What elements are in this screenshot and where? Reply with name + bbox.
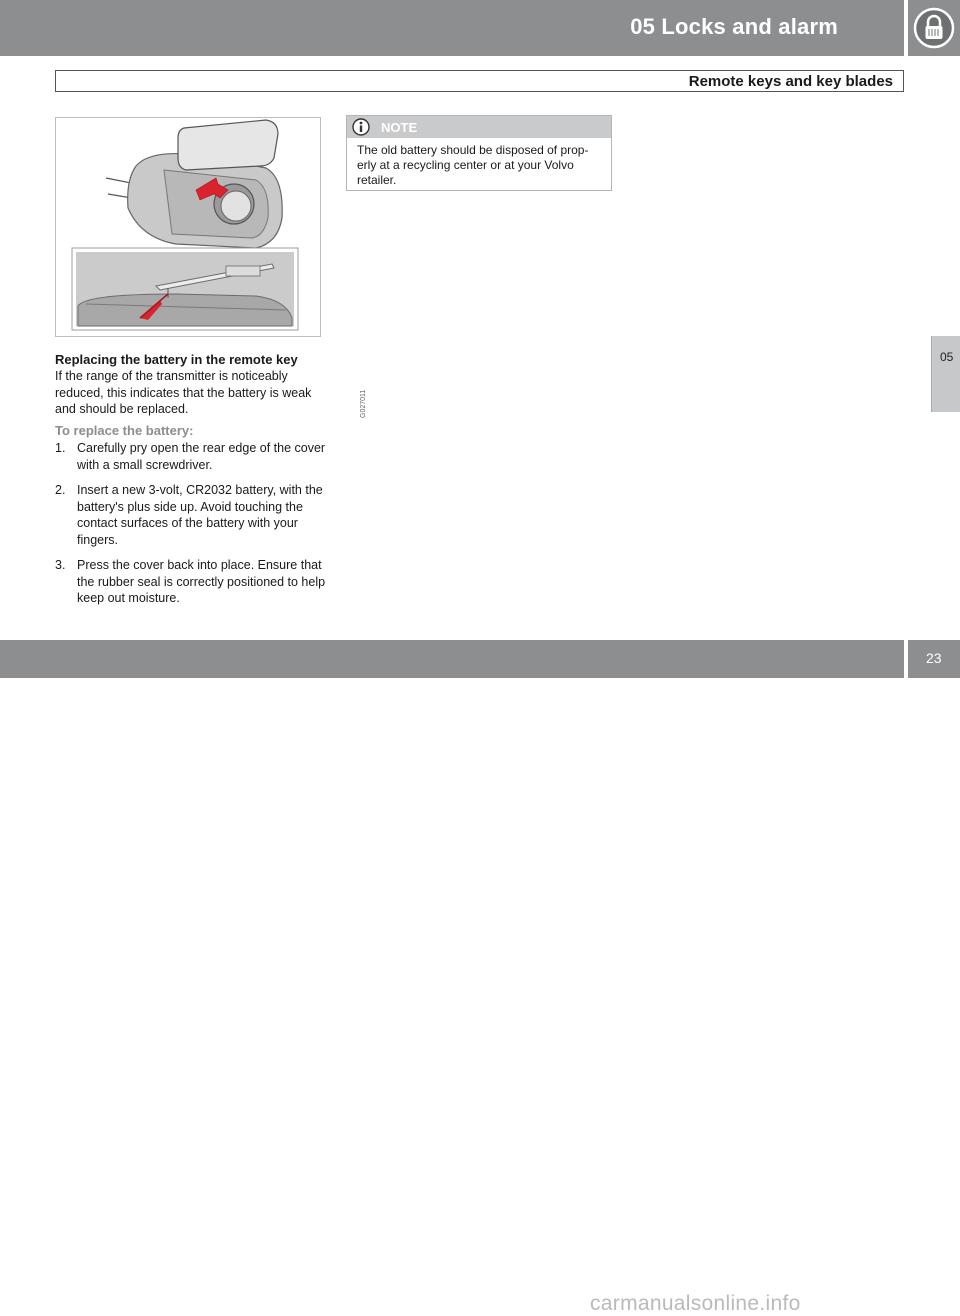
section-bar (55, 70, 904, 92)
note-text: The old battery should be disposed of prop-erly at a recycling center or at your Volvo retailer. (357, 143, 589, 187)
step-text: Carefully pry open the rear edge of the cover with a small screwdriver. (77, 441, 326, 472)
chapter-title: 05 Locks and alarm (630, 14, 838, 39)
lock-icon-box (908, 0, 960, 56)
list-item (55, 440, 327, 473)
side-tab-label: 05 (940, 350, 954, 364)
page-number-box (908, 640, 960, 678)
note-label: NOTE (381, 120, 418, 135)
section-heading: Replacing the battery in the remote key (55, 352, 298, 367)
step-number: 2. (55, 483, 66, 497)
steps-list (55, 440, 327, 616)
section-title: Remote keys and key blades (688, 73, 893, 90)
remote-key-illustration (56, 118, 320, 336)
intro-paragraph: If the range of the transmitter is noticeably reduced, this indicates that the battery is weak and should be replaced. (55, 369, 312, 416)
header-bar (0, 0, 904, 56)
procedure-subheading: To replace the battery: (55, 423, 194, 438)
list-item (55, 557, 327, 607)
step-number: 3. (55, 558, 66, 572)
note-box (346, 115, 612, 191)
figure-code: G027011 (360, 389, 367, 418)
step-text: Press the cover back into place. Ensure that the rubber seal is correctly positioned to help keep out moisture. (77, 558, 326, 605)
side-tab[interactable] (931, 336, 960, 412)
footer-bar (0, 640, 904, 1315)
info-icon (351, 118, 373, 136)
note-header (347, 116, 611, 138)
step-number: 1. (55, 441, 66, 455)
lock-icon (908, 0, 960, 56)
list-item (55, 482, 327, 548)
page-number: 23 (926, 650, 942, 666)
watermark: carmanualsonline.info (590, 1292, 801, 1315)
step-text: Insert a new 3-volt, CR2032 battery, with the battery's plus side up. Avoid touching the contact surfaces of the battery with your fingers. (77, 483, 323, 547)
